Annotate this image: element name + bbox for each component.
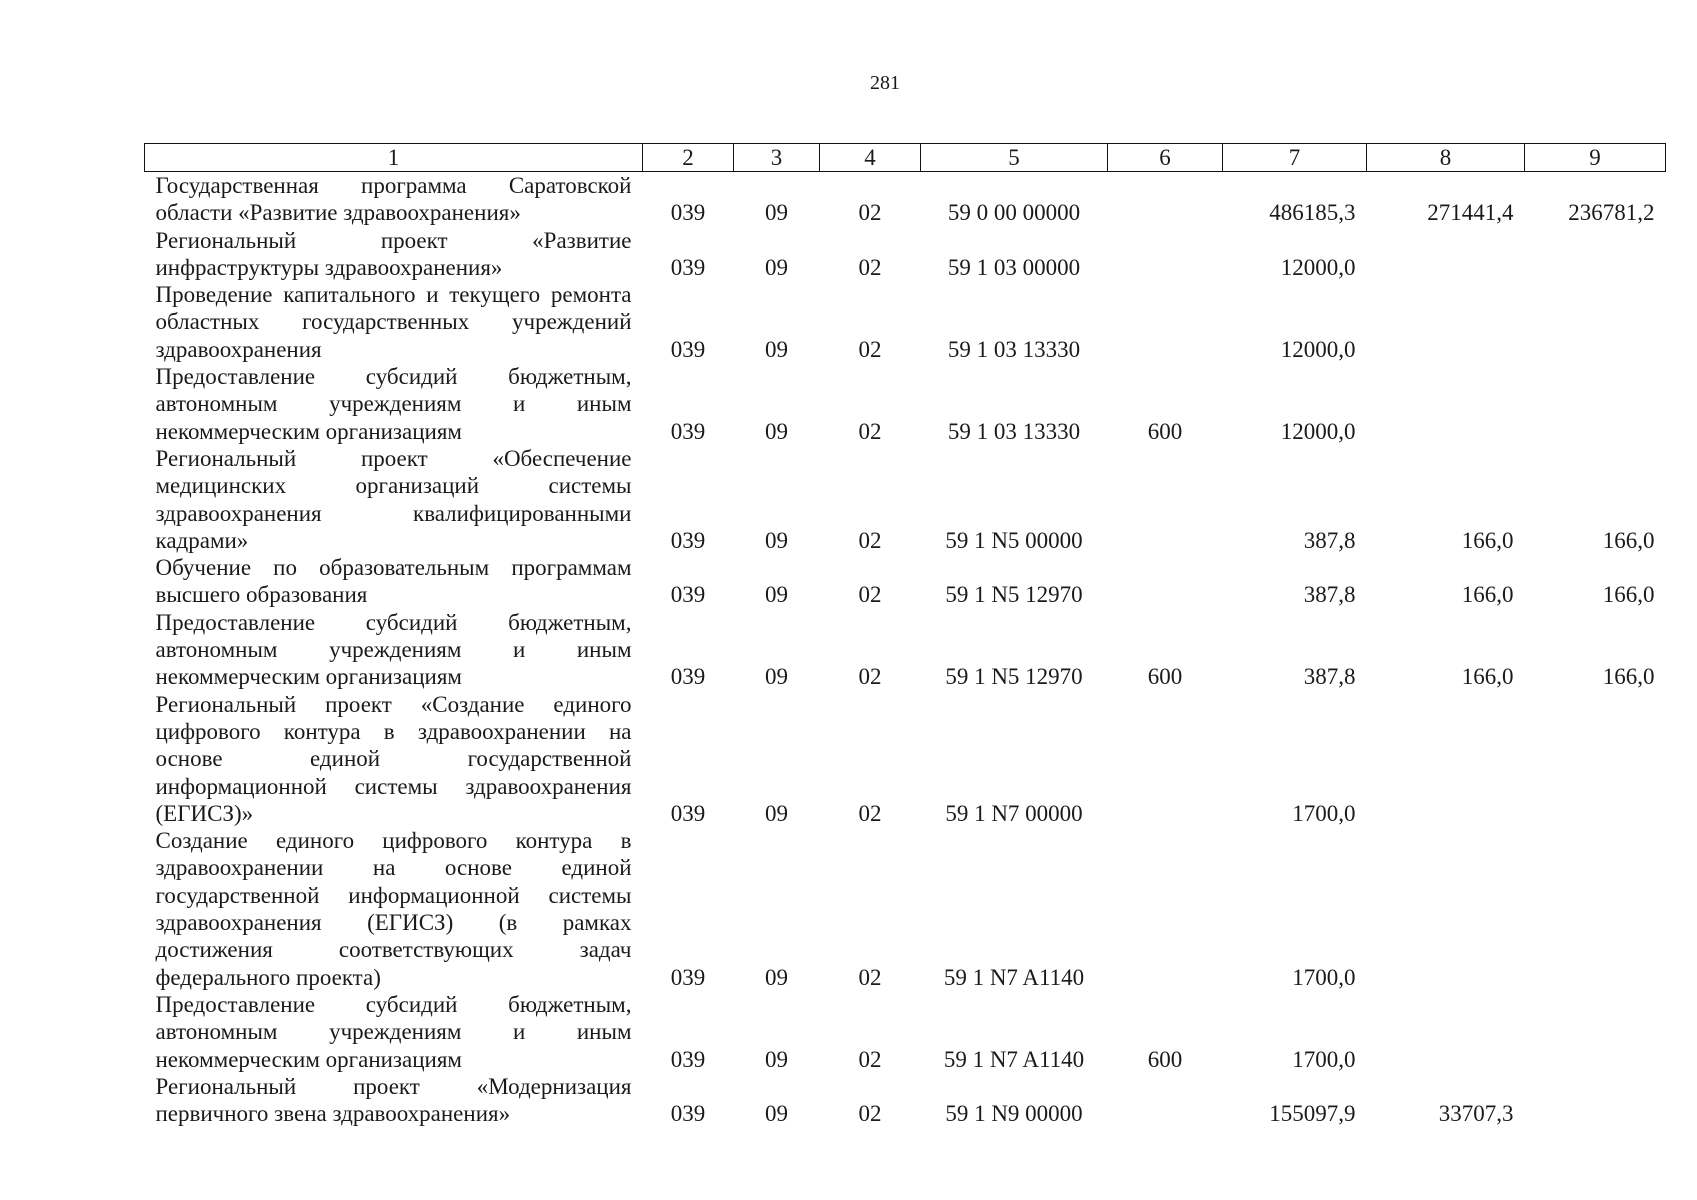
row-col-5: 59 1 03 00000 [947,254,1081,280]
row-col-2: 039 [670,200,706,226]
column-header-4: 4 [820,144,921,172]
row-col-5: 59 1 N7 A1140 [943,1046,1085,1072]
row-col-3: 09 [765,800,788,826]
row-col-4: 02 [858,336,882,362]
row-col-8: 166,0 [1461,664,1514,690]
row-col-8 [1367,227,1525,282]
row-col-7: 387,8 [1303,527,1356,553]
table-row [145,281,1666,363]
row-col-8: 166,0 [1461,582,1514,608]
row-col-4: 02 [858,1101,882,1127]
row-col-9: 166,0 [1602,527,1655,553]
row-col-9: 236781,2 [1568,200,1655,226]
row-col-5: 59 1 N5 12970 [945,582,1083,608]
column-header-6: 6 [1108,144,1223,172]
row-name: Предоставление субсидий бюджетным, автономным учреждениям и иным некоммерческим организациям [155,991,632,1072]
row-name: Обучение по образовательным программам высшего образования [155,555,632,608]
row-col-7: 1700,0 [1292,1046,1356,1072]
row-col-4: 02 [858,200,882,226]
row-col-4: 02 [858,1046,882,1072]
row-col-3: 09 [765,200,788,226]
row-name: Региональный проект «Создание единого цифрового контура в здравоохранении на основе единой государственной информационной системы здравоохранения (ЕГИСЗ)» [155,691,632,826]
row-name: Региональный проект «Обеспечение медицинских организаций системы здравоохранения квалифицированными кадрами» [155,445,632,553]
row-col-4: 02 [858,800,882,826]
row-col-6 [1108,827,1223,991]
row-name: Предоставление субсидий бюджетным, автономным учреждениям и иным некоммерческим организациям [155,609,632,690]
table-row [145,363,1666,445]
table-body [145,172,1666,1128]
row-col-9 [1525,827,1666,991]
row-col-9 [1525,1073,1666,1128]
row-col-9 [1525,281,1666,363]
row-col-2: 039 [670,527,706,553]
row-col-7: 1700,0 [1292,964,1356,990]
column-header-2: 2 [643,144,734,172]
table-row [145,1073,1666,1128]
row-col-4: 02 [858,964,882,990]
row-col-6: 600 [1147,664,1183,690]
row-col-9 [1525,227,1666,282]
row-col-8 [1367,691,1525,827]
row-col-9 [1525,691,1666,827]
row-col-6 [1108,691,1223,827]
row-col-3: 09 [765,336,788,362]
row-col-5: 59 1 N7 A1140 [943,964,1085,990]
column-header-9: 9 [1525,144,1666,172]
row-name: Региональный проект «Модернизация первичного звена здравоохранения» [155,1073,632,1127]
header-row [145,144,1666,172]
table-header [145,144,1666,172]
table-row [145,227,1666,282]
row-name: Государственная программа Саратовской области «Развитие здравоохранения» [155,173,632,226]
page-number: 281 [870,72,900,94]
row-name: Предоставление субсидий бюджетным, автономным учреждениям и иным некоммерческим организациям [155,364,632,444]
column-header-3: 3 [734,144,820,172]
row-col-2: 039 [670,254,706,280]
row-col-5: 59 1 N5 00000 [945,527,1083,553]
row-col-5: 59 1 N7 00000 [945,800,1083,826]
row-col-6 [1108,1073,1223,1128]
table-row [145,554,1666,609]
row-col-7: 387,8 [1303,582,1356,608]
row-col-7: 387,8 [1303,664,1356,690]
row-col-9: 166,0 [1602,664,1655,690]
table-row [145,172,1666,227]
row-col-6 [1108,554,1223,609]
row-col-7: 12000,0 [1280,336,1356,362]
row-col-5: 59 1 03 13330 [947,418,1081,444]
column-header-8: 8 [1367,144,1525,172]
row-col-8 [1367,991,1525,1073]
row-col-3: 09 [765,254,788,280]
row-col-4: 02 [858,254,882,280]
row-col-3: 09 [765,582,788,608]
row-col-6: 600 [1147,418,1183,444]
row-col-7: 486185,3 [1269,200,1356,226]
budget-table [144,143,1666,1127]
row-col-5: 59 0 00 00000 [947,200,1081,226]
row-col-7: 12000,0 [1280,254,1356,280]
column-header-7: 7 [1223,144,1367,172]
row-col-9 [1525,991,1666,1073]
row-name: Создание единого цифрового контура в здравоохранении на основе единой государственной информационной системы здравоохранения (ЕГИСЗ) (в рамках достижения соответствующих задач федерального проекта) [155,828,632,990]
row-col-2: 039 [670,418,706,444]
row-col-4: 02 [858,664,882,690]
row-col-3: 09 [765,418,788,444]
row-col-2: 039 [670,664,706,690]
row-col-3: 09 [765,527,788,553]
row-col-7: 155097,9 [1269,1101,1356,1127]
row-col-2: 039 [670,964,706,990]
row-col-2: 039 [670,582,706,608]
column-header-5: 5 [921,144,1108,172]
table-row [145,827,1666,991]
row-col-8: 33707,3 [1438,1101,1514,1127]
row-col-2: 039 [670,336,706,362]
row-col-6 [1108,281,1223,363]
row-col-8 [1367,363,1525,445]
row-col-3: 09 [765,964,788,990]
row-col-6 [1108,445,1223,554]
row-col-5: 59 1 03 13330 [947,336,1081,362]
row-col-9: 166,0 [1602,582,1655,608]
row-col-4: 02 [858,418,882,444]
row-name: Проведение капитального и текущего ремонта областных государственных учреждений здравоохранения [155,282,632,362]
column-header-1: 1 [145,144,643,172]
row-col-2: 039 [670,800,706,826]
row-col-2: 039 [670,1101,706,1127]
row-col-4: 02 [858,527,882,553]
row-col-7: 1700,0 [1292,800,1356,826]
row-col-7: 12000,0 [1280,418,1356,444]
row-name: Региональный проект «Развитие инфраструктуры здравоохранения» [155,227,632,280]
row-col-6 [1108,172,1223,227]
row-col-8: 166,0 [1461,527,1514,553]
row-col-5: 59 1 N9 00000 [945,1101,1083,1127]
table-row [145,691,1666,827]
row-col-3: 09 [765,1046,788,1072]
table-row [145,991,1666,1073]
row-col-4: 02 [858,582,882,608]
row-col-9 [1525,363,1666,445]
row-col-3: 09 [765,664,788,690]
row-col-8: 271441,4 [1427,200,1514,226]
table-row [145,609,1666,691]
row-col-8 [1367,281,1525,363]
row-col-6 [1108,227,1223,282]
row-col-6: 600 [1147,1046,1183,1072]
row-col-3: 09 [765,1101,788,1127]
row-col-2: 039 [670,1046,706,1072]
row-col-5: 59 1 N5 12970 [945,664,1083,690]
row-col-8 [1367,827,1525,991]
table-row [145,445,1666,554]
